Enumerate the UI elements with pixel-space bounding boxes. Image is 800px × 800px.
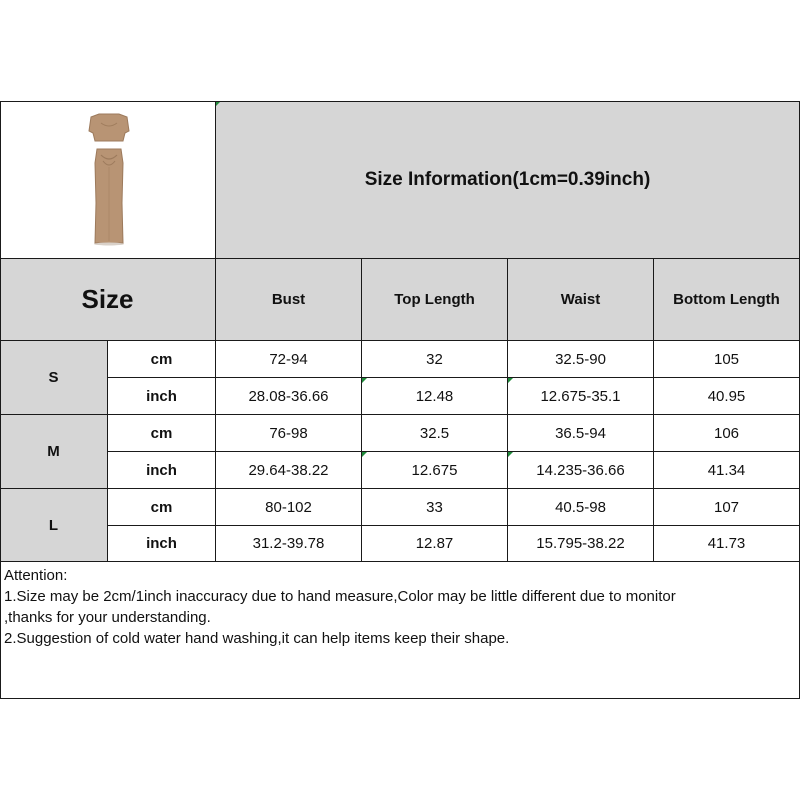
table-cell bbox=[508, 452, 654, 489]
column-header-label: Bust bbox=[271, 291, 306, 308]
cell-value: 32 bbox=[426, 350, 443, 368]
cell-value: 106 bbox=[713, 424, 740, 442]
table-cell bbox=[654, 452, 800, 489]
size-label-l bbox=[0, 489, 108, 562]
table-cell bbox=[362, 526, 508, 562]
column-header-label: Waist bbox=[560, 291, 601, 308]
cell-value: 40.5-98 bbox=[555, 498, 606, 516]
table-cell bbox=[216, 415, 362, 452]
title-cell bbox=[216, 101, 800, 259]
cell-value: 80-102 bbox=[265, 498, 312, 516]
table-cell bbox=[216, 489, 362, 526]
cell-value: 72-94 bbox=[269, 350, 308, 368]
table-cell bbox=[362, 489, 508, 526]
table-cell bbox=[216, 526, 362, 562]
table-cell bbox=[654, 526, 800, 562]
column-header-bottom-length bbox=[654, 259, 800, 341]
cell-value: 31.2-39.78 bbox=[252, 535, 325, 552]
table-cell bbox=[362, 415, 508, 452]
unit-label: inch bbox=[146, 387, 177, 405]
unit-label-inch bbox=[108, 378, 216, 415]
unit-label: cm bbox=[150, 350, 173, 368]
size-name: S bbox=[48, 369, 59, 386]
size-label-s bbox=[0, 341, 108, 415]
cell-value: 28.08-36.66 bbox=[248, 387, 329, 405]
table-cell bbox=[216, 341, 362, 378]
attention-heading: Attention: bbox=[4, 567, 68, 584]
unit-label-inch bbox=[108, 452, 216, 489]
unit-label: cm bbox=[150, 424, 173, 442]
cell-value: 12.87 bbox=[415, 535, 454, 552]
size-name: L bbox=[48, 516, 59, 534]
unit-label-cm bbox=[108, 415, 216, 452]
column-header-bust bbox=[216, 259, 362, 341]
table-cell bbox=[654, 415, 800, 452]
table-cell bbox=[362, 378, 508, 415]
attention-line: 1.Size may be 2cm/1inch inaccuracy due to hand measure,Color may be little different due to monitor bbox=[4, 588, 676, 605]
cell-marker bbox=[508, 378, 513, 383]
table-cell bbox=[362, 341, 508, 378]
unit-label-cm bbox=[108, 341, 216, 378]
cell-value: 12.48 bbox=[415, 387, 454, 405]
cell-value: 32.5 bbox=[419, 424, 450, 442]
cell-value: 29.64-38.22 bbox=[248, 461, 329, 479]
table-cell bbox=[508, 378, 654, 415]
table-cell bbox=[654, 341, 800, 378]
cell-marker bbox=[362, 452, 367, 457]
cell-value: 14.235-36.66 bbox=[536, 461, 625, 479]
cell-value: 36.5-94 bbox=[555, 424, 606, 442]
cell-value: 105 bbox=[713, 350, 740, 368]
table-cell bbox=[508, 415, 654, 452]
column-header-label: Top Length bbox=[394, 291, 475, 308]
table-cell bbox=[654, 378, 800, 415]
attention-line: 2.Suggestion of cold water hand washing,it can help items keep their shape. bbox=[4, 630, 510, 647]
size-header: Size bbox=[81, 284, 134, 314]
size-name: M bbox=[47, 443, 60, 460]
unit-label-cm bbox=[108, 489, 216, 526]
cell-marker bbox=[362, 378, 367, 383]
unit-label: cm bbox=[150, 498, 173, 516]
cell-value: 33 bbox=[426, 498, 443, 516]
size-header-cell bbox=[0, 259, 216, 341]
unit-label: inch bbox=[146, 535, 177, 552]
cell-value: 15.795-38.22 bbox=[536, 535, 625, 552]
unit-label-inch bbox=[108, 526, 216, 562]
unit-label: inch bbox=[146, 461, 177, 479]
table-cell bbox=[654, 489, 800, 526]
cell-value: 107 bbox=[713, 498, 740, 516]
product-outfit-illustration bbox=[31, 103, 187, 256]
page-title: Size Information(1cm=0.39inch) bbox=[364, 168, 651, 190]
table-cell bbox=[508, 526, 654, 562]
cell-value: 41.34 bbox=[707, 461, 746, 479]
cell-value: 32.5-90 bbox=[555, 350, 606, 368]
cell-marker bbox=[216, 101, 221, 106]
table-cell bbox=[216, 378, 362, 415]
product-image bbox=[31, 103, 187, 256]
column-header-top-length bbox=[362, 259, 508, 341]
cell-value: 76-98 bbox=[269, 424, 308, 442]
table-cell bbox=[508, 341, 654, 378]
column-header-waist bbox=[508, 259, 654, 341]
cell-value: 40.95 bbox=[707, 387, 746, 405]
table-cell bbox=[216, 452, 362, 489]
size-label-m bbox=[0, 415, 108, 489]
table-cell bbox=[362, 452, 508, 489]
column-header-label: Bottom Length bbox=[673, 291, 780, 308]
cell-value: 12.675-35.1 bbox=[540, 387, 621, 405]
table-cell bbox=[508, 489, 654, 526]
cell-value: 12.675 bbox=[411, 461, 458, 479]
attention-line: ,thanks for your understanding. bbox=[4, 609, 211, 626]
attention-notes bbox=[0, 561, 800, 699]
cell-value: 41.73 bbox=[707, 535, 746, 552]
cell-marker bbox=[508, 452, 513, 457]
